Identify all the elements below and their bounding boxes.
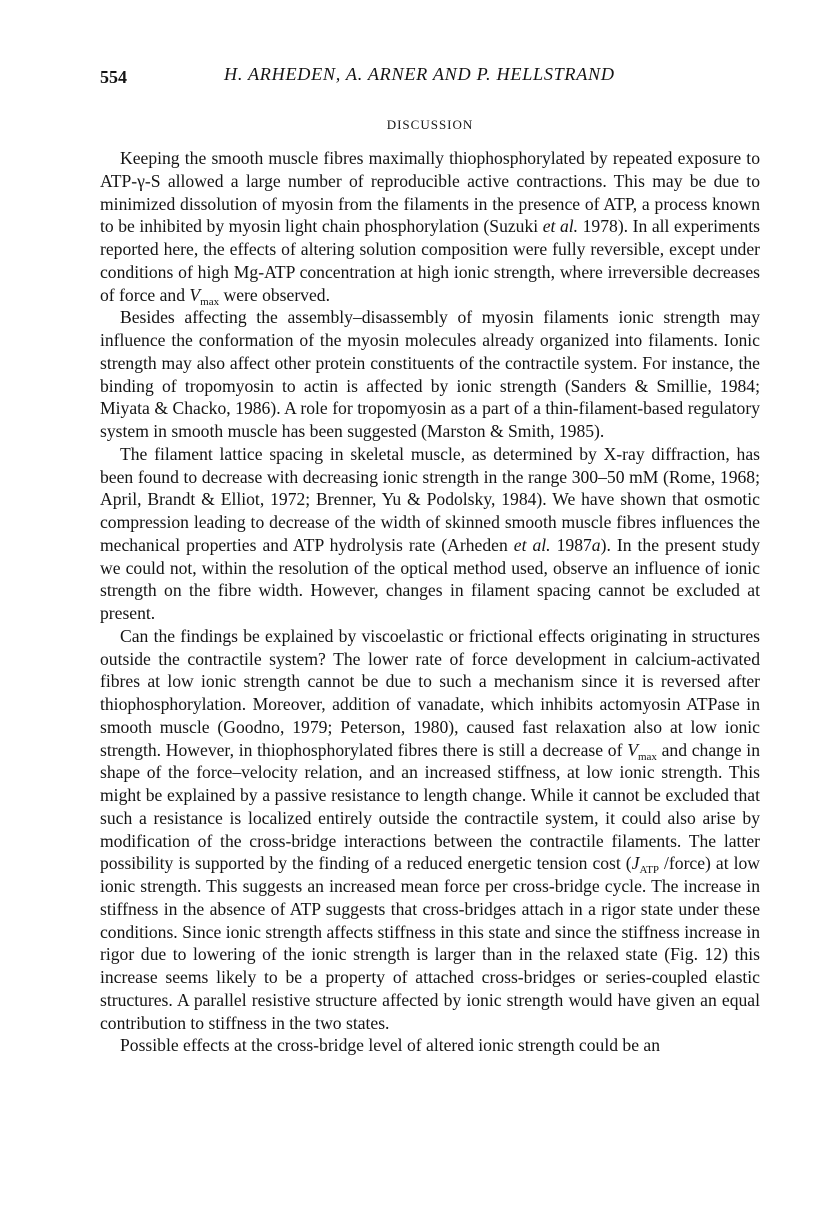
et-al-text: et al. [542, 216, 579, 237]
paragraph-4: Can the findings be explained by viscoelastic or frictional effects originating in structures outside the contractile system? The lower rate of force development in calcium-activated fibres at low ionic strength cannot be due to such a mechanism since it is reversed after thiophosphorylation. Moreover, addition of vanadate, which inhibits actomyosin ATPase in smooth muscle (Goodno, 1979; Peterson, 1980), caused fast relaxation also at low ionic strength. However, in thiophosphorylated fibres there is still a decrease of $V_{max}$ and change in shape of the force–velocity relation, and an increased stiffness, at low ionic strength. This might be explained by a passive resistance to length change. While it cannot be excluded that such a resistance is localized entirely outside the contractile system, it could also arise by modification of the cross-bridge interactions between the contractile filaments. The latter possibility is supported by the finding of a reduced energetic tension cost ($J_{ATP}$ /force) at low ionic strength. This suggests an increased mean force per cross-bridge cycle. The increase in stiffness in the absence of ATP suggests that cross-bridges attach in a rigor state under these conditions. Since ionic strength affects stiffness in this state and since the stiffness increase in rigor due to lowering of the ionic strength is larger than in the relaxed state (Fig. 12) this increase seems likely to be a property of attached cross-bridges or series-coupled elastic structures. A parallel resistive structure affected by ionic strength would have given an equal contribution to stiffness in the two states. [100, 625, 760, 1033]
page-number: 554 [100, 67, 127, 87]
vmax-subscript: max [200, 295, 220, 308]
page-header [100, 62, 760, 86]
paragraph-5: Possible effects at the cross-bridge level of altered ionic strength could be an [120, 1035, 661, 1056]
vmax-symbol: V [189, 284, 201, 305]
paragraph-3: The filament lattice spacing in skeletal muscle, as determined by X-ray diffraction, has been found to decrease with decreasing ionic strength in the range 300–50 mM (Rome, 1968; April, Brandt & Elliot, 1972; Brenner, Yu & Podolsky, 1984). We have shown that osmotic compression leading to decrease of the width of skinned smooth muscle fibres influences the mechanical properties and ATP hydrolysis rate (Arheden et al. 1987a). In the present study we could not, within the resolution of the optical method used, observe an influence of ionic strength on the fibre width. However, changes in filament spacing cannot be excluded at present. [100, 443, 761, 623]
discussion-body [100, 147, 760, 1057]
running-title: H. ARHEDEN, A. ARNER AND P. HELLSTRAND [224, 64, 615, 84]
citation-letter: a [591, 534, 601, 555]
jatp-subscript: ATP [639, 864, 660, 877]
paragraph-2: Besides affecting the assembly–disassembly of myosin filaments ionic strength may influence the conformation of the myosin molecules already organized into filaments. Ionic strength may also affect other protein constituents of the contractile system. For instance, the binding of tropomyosin to actin is affected by ionic strength (Sanders & Smillie, 1984; Miyata & Chacko, 1986). A role for tropomyosin as a part of a thin-filament-based regulatory system in smooth muscle has been suggested (Marston & Smith, 1985). [100, 307, 760, 441]
paragraph-1: Keeping the smooth muscle fibres maximally thiophosphorylated by repeated exposure to ATP-γ-S allowed a large number of reproducible active contractions. This may be due to minimized dissolution of myosin from the filaments in the presence of ATP, a process known to be inhibited by myosin light chain phosphorylation (Suzuki et al. 1978). In all experiments reported here, the effects of altering solution composition were fully reversible, except under conditions of high Mg-ATP concentration at high ionic strength, where irreversible decreases of force and $V_{max}$ were observed. [100, 148, 760, 308]
jatp-symbol: J [631, 853, 640, 874]
et-al-text: et al. [513, 534, 551, 555]
vmax-symbol: V [627, 739, 638, 760]
vmax-subscript: max [637, 750, 657, 763]
section-heading: DISCUSSION [386, 117, 474, 132]
